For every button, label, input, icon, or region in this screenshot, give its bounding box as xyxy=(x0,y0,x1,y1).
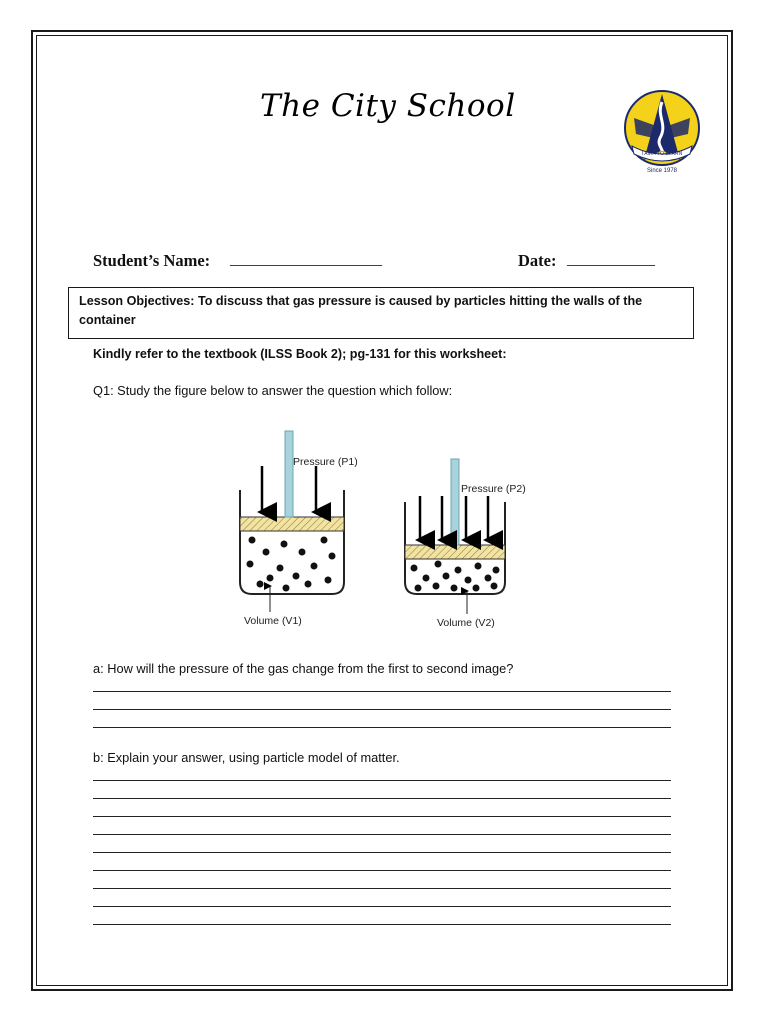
question-1b: b: Explain your answer, using particle model of matter. xyxy=(93,750,400,765)
answer-line-b8[interactable] xyxy=(93,906,671,907)
logo-motto: I AM... TO LEARN xyxy=(641,151,683,157)
right-particles xyxy=(411,561,500,592)
right-volume-label: Volume (V2) xyxy=(437,617,495,629)
left-pressure-label: Pressure (P1) xyxy=(293,456,358,468)
lesson-objectives-box xyxy=(68,287,694,339)
answer-line-b1[interactable] xyxy=(93,780,671,781)
right-container xyxy=(405,459,526,629)
question-1: Q1: Study the figure below to answer the question which follow: xyxy=(93,383,453,398)
answer-line-b9[interactable] xyxy=(93,924,671,925)
answer-line-b7[interactable] xyxy=(93,888,671,889)
answer-line-b6[interactable] xyxy=(93,870,671,871)
right-piston xyxy=(405,545,505,559)
answer-line-a2[interactable] xyxy=(93,709,671,710)
answer-line-b4[interactable] xyxy=(93,834,671,835)
student-name-field[interactable]: ___________________ xyxy=(230,251,382,268)
date-field[interactable]: ___________ xyxy=(567,251,655,268)
answer-line-b5[interactable] xyxy=(93,852,671,853)
answer-line-b3[interactable] xyxy=(93,816,671,817)
answer-line-a3[interactable] xyxy=(93,727,671,728)
answer-line-a1[interactable] xyxy=(93,691,671,692)
student-name-label: Student’s Name: xyxy=(93,251,211,270)
right-pressure-label: Pressure (P2) xyxy=(461,483,526,495)
left-container xyxy=(240,431,358,627)
lesson-objectives-text: Lesson Objectives: To discuss that gas pressure is caused by particles hitting the walls of the container xyxy=(79,294,643,327)
left-piston xyxy=(240,517,344,531)
left-particles xyxy=(247,537,336,592)
left-volume-label: Volume (V1) xyxy=(244,615,302,627)
textbook-reference: Kindly refer to the textbook (ILSS Book 2); pg-131 for this worksheet: xyxy=(93,347,507,361)
school-logo xyxy=(622,88,702,174)
question-1a: a: How will the pressure of the gas change from the first to second image? xyxy=(93,661,514,676)
date-label: Date: xyxy=(518,251,557,270)
school-title: The City School xyxy=(260,88,516,124)
logo-since: Since 1978 xyxy=(646,168,678,174)
left-piston-rod xyxy=(285,431,293,517)
gas-pressure-figure xyxy=(232,428,532,633)
right-piston-rod xyxy=(451,459,459,545)
answer-line-b2[interactable] xyxy=(93,798,671,799)
